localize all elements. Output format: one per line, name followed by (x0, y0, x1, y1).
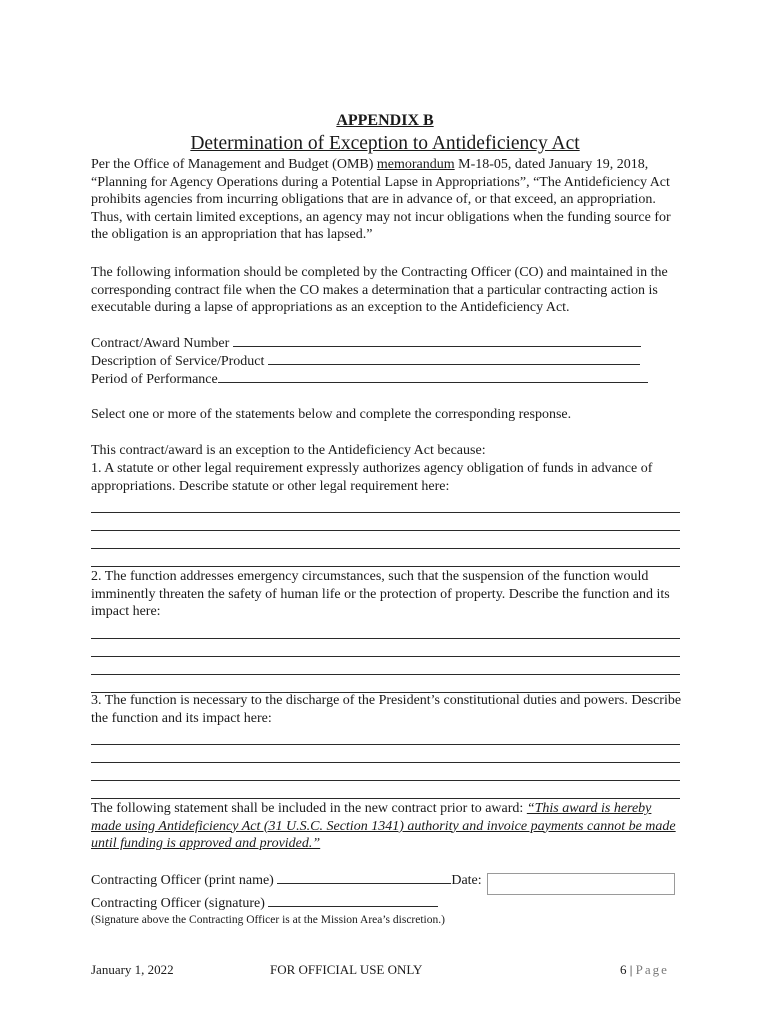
period-blank[interactable] (218, 370, 648, 383)
response-3-line[interactable] (91, 798, 680, 799)
response-1-line[interactable] (91, 530, 680, 531)
contract-number-blank[interactable] (233, 334, 641, 347)
print-name-field (91, 871, 482, 890)
date-label: Date: (451, 873, 482, 888)
period-label: Period of Performance (91, 372, 218, 387)
intro-paragraph (91, 156, 683, 244)
period-field (91, 370, 648, 389)
response-2-line[interactable] (91, 638, 680, 639)
page-number: 6 (620, 962, 627, 977)
description-label: Description of Service/Product (91, 354, 265, 369)
intro-text-post: M-18-05, dated January 19, 2018, “Planning for Agency Operations during a Potential Lapse in Appropriations”, “The Antideficiency Act prohibits agencies from incurring obligations that are in advance of, or that exceed, an appropriation. Thus, with certain limited exceptions, an agency may not incur obligations when the funding source for the obligation is an appropriation that has lapsed.” (91, 157, 671, 243)
response-3-line[interactable] (91, 744, 680, 745)
award-statement-text: The following statement shall be included in the new contract prior to award: (91, 801, 527, 816)
print-name-blank[interactable] (277, 871, 451, 884)
signature-blank[interactable] (268, 894, 438, 907)
response-2-line[interactable] (91, 674, 680, 675)
page-separator: | (629, 962, 633, 977)
memorandum-link[interactable]: memorandum (376, 157, 455, 172)
response-2-line[interactable] (91, 656, 680, 657)
footer-date: January 1, 2022 (91, 962, 174, 977)
statement-3: 3. The function is necessary to the discharge of the President’s constitutional duties and powers. Describe the function and its impact here: (91, 693, 682, 726)
appendix-label: APPENDIX B (336, 112, 434, 129)
response-1-line[interactable] (91, 512, 680, 513)
award-clause-quote: “This award is hereby made using Antideficiency Act (31 U.S.C. Section 1341) authority and invoice payments cannot be made until funding is approved and provided.” (91, 801, 676, 852)
print-name-label: Contracting Officer (print name) (91, 873, 274, 888)
signature-label: Contracting Officer (signature) (91, 896, 265, 911)
footer-classification: FOR OFFICIAL USE ONLY (270, 962, 423, 977)
statement-1: 1. A statute or other legal requirement expressly authorizes agency obligation of funds in advance of appropriations. Describe statute or other legal requirement here: (91, 461, 653, 494)
date-input[interactable] (487, 873, 675, 895)
document-title: Determination of Exception to Antideficiency Act (190, 133, 580, 154)
footer-page (620, 962, 669, 978)
description-blank[interactable] (268, 352, 640, 365)
response-1-line[interactable] (91, 548, 680, 549)
description-field (91, 352, 640, 371)
page-word: Page (635, 962, 669, 977)
info-paragraph: The following information should be completed by the Contracting Officer (CO) and maintained in the corresponding contract file when the CO makes a determination that a particular contracting action is executable during a lapse of appropriations as an exception to the Antideficiency Act. (91, 265, 668, 316)
contract-number-label: Contract/Award Number (91, 336, 230, 351)
response-1-line[interactable] (91, 566, 680, 567)
signature-note: (Signature above the Contracting Officer is at the Mission Area’s discretion.) (91, 914, 445, 926)
response-3-line[interactable] (91, 762, 680, 763)
exception-intro: This contract/award is an exception to the Antideficiency Act because: (91, 443, 486, 458)
contract-number-field (91, 334, 641, 353)
statement-2: 2. The function addresses emergency circumstances, such that the suspension of the function would imminently threaten the safety of human life or the protection of property. Describe the function and its impact here: (91, 569, 670, 620)
award-statement (91, 800, 683, 853)
select-instruction: Select one or more of the statements below and complete the corresponding response. (91, 407, 572, 422)
response-3-line[interactable] (91, 780, 680, 781)
intro-text-pre: Per the Office of Management and Budget (OMB) (91, 157, 377, 172)
